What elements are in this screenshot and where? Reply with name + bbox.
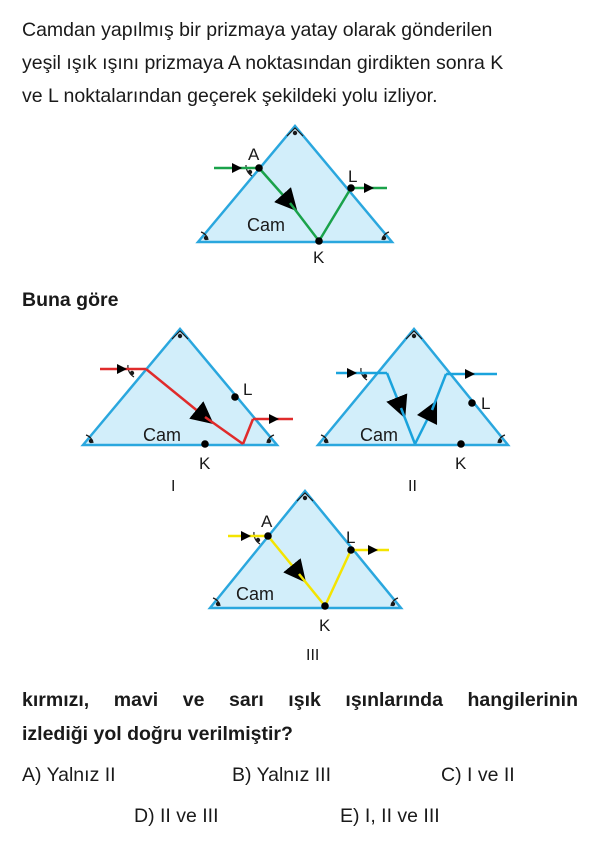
point-l-dot	[347, 546, 355, 554]
label-k: K	[313, 248, 325, 267]
intro-line-3: ve L noktalarından geçerek şekildeki yolu izliyor.	[22, 85, 438, 107]
label-l: L	[348, 167, 358, 186]
label-roman-ii: II	[408, 478, 417, 495]
point-k-dot	[457, 440, 465, 448]
point-a-dot	[264, 532, 272, 540]
label-cam: Cam	[360, 425, 399, 445]
point-a-dot	[255, 164, 263, 172]
label-cam: Cam	[247, 215, 286, 235]
label-l: L	[481, 394, 491, 413]
label-a: A	[248, 145, 260, 164]
option-c[interactable]: C) I ve II	[441, 764, 515, 786]
prism-ii	[318, 329, 508, 445]
intro-line-1: Camdan yapılmış bir prizmaya yatay olarak gönderilen	[22, 19, 493, 41]
label-cam: Cam	[143, 425, 182, 445]
figure-i	[83, 329, 293, 495]
incoming-arrow-head	[232, 163, 242, 173]
intro-line-2: yeşil ışık ışını prizmaya A noktasından girdikten sonra K	[22, 52, 504, 74]
label-roman-i: I	[171, 478, 176, 495]
question-prompt	[22, 683, 578, 751]
label-l: L	[243, 380, 253, 399]
point-l-dot	[231, 393, 239, 401]
point-k-dot	[321, 602, 329, 610]
arrow-head	[241, 531, 251, 541]
question-lead: Buna göre	[22, 289, 119, 311]
label-roman-iii: III	[306, 647, 320, 664]
label-cam: Cam	[236, 584, 275, 604]
point-k-dot	[315, 237, 323, 245]
option-b[interactable]: B) Yalnız III	[232, 764, 331, 786]
label-l: L	[346, 528, 356, 547]
arrow-head	[117, 364, 127, 374]
arrow-head	[368, 545, 378, 555]
label-k: K	[199, 454, 211, 473]
label-a: A	[261, 512, 273, 531]
outgoing-arrow-head	[364, 183, 374, 193]
option-a[interactable]: A) Yalnız II	[22, 764, 116, 786]
main-prism-figure	[198, 126, 392, 267]
prompt-line-2: izlediği yol doğru verilmiştir?	[22, 723, 293, 745]
arrow-head	[269, 414, 279, 424]
point-l-dot	[468, 399, 476, 407]
option-d[interactable]: D) II ve III	[134, 805, 219, 827]
arrow-head	[465, 369, 475, 379]
option-e[interactable]: E) I, II ve III	[340, 805, 440, 827]
figure-ii	[318, 329, 508, 495]
label-k: K	[455, 454, 467, 473]
label-k: K	[319, 616, 331, 635]
arrow-head	[347, 368, 357, 378]
main-prism	[198, 126, 392, 242]
point-k-dot	[201, 440, 209, 448]
prompt-line-1: kırmızı, mavi ve sarı ışık ışınlarında hangilerinin	[22, 689, 578, 711]
figure-iii	[210, 491, 401, 664]
